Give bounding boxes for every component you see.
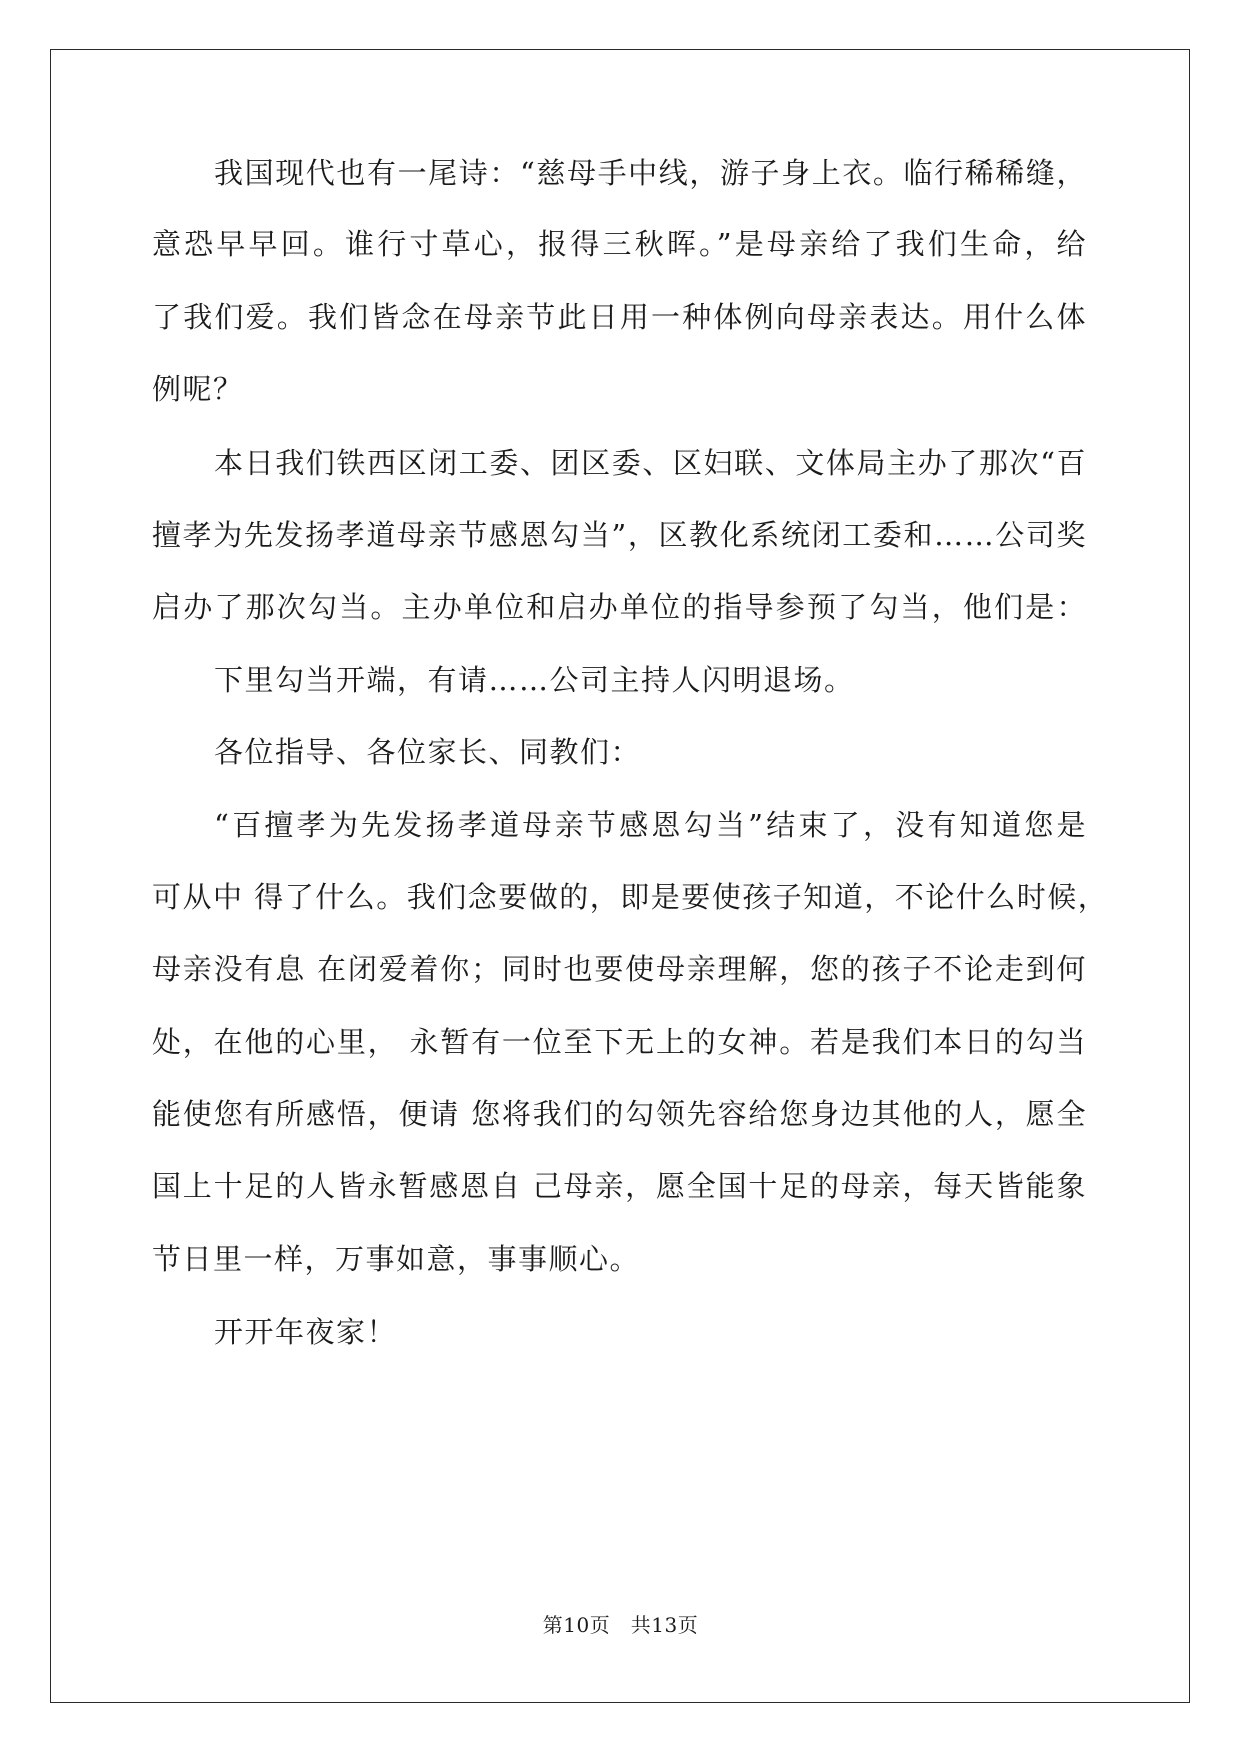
paragraph-5-line-3: 母亲没有息 在闭爱着你；同时也要使母亲理解，您的孩子不论走到何 bbox=[152, 952, 1087, 986]
paragraph-5-line-5: 能使您有所感悟，便请 您将我们的勾领先容给您身边其他的人，愿全 bbox=[152, 1097, 1087, 1131]
paragraph-5-line-4: 处，在他的心里， 永暂有一位至下无上的女神。若是我们本日的勾当 bbox=[152, 1025, 1087, 1059]
paragraph-2-line-1: 本日我们铁西区闭工委、团区委、区妇联、文体局主办了那次“百 bbox=[214, 446, 1087, 480]
paragraph-6-line-1: 开开年夜家！ bbox=[214, 1315, 398, 1349]
paragraph-5-line-6: 国上十足的人皆永暂感恩自 己母亲，愿全国十足的母亲，每天皆能象 bbox=[152, 1169, 1087, 1203]
page-number-footer: 第10页 共13页 bbox=[542, 1613, 699, 1637]
paragraph-1-line-2: 意恐早早回。谁行寸草心，报得三秋晖。”是母亲给了我们生命，给 bbox=[152, 227, 1087, 261]
paragraph-5-line-2: 可从中 得了什么。我们念要做的，即是要使孩子知道，不论什么时候， bbox=[152, 880, 1109, 914]
paragraph-1-line-3: 了我们爱。我们皆念在母亲节此日用一种体例向母亲表达。用什么体 bbox=[152, 300, 1087, 334]
paragraph-5-line-7: 节日里一样，万事如意，事事顺心。 bbox=[152, 1242, 641, 1276]
paragraph-4-line-1: 各位指导、各位家长、同教们： bbox=[214, 735, 642, 769]
paragraph-5-line-1: “百擅孝为先发扬孝道母亲节感恩勾当”结束了，没有知道您是 bbox=[214, 808, 1087, 842]
paragraph-2-line-3: 启办了那次勾当。主办单位和启办单位的指导参预了勾当，他们是： bbox=[152, 590, 1087, 624]
paragraph-1-line-4: 例呢？ bbox=[152, 372, 244, 406]
paragraph-2-line-2: 擅孝为先发扬孝道母亲节感恩勾当”，区教化系统闭工委和……公司奖 bbox=[152, 518, 1087, 552]
paragraph-1-line-1: 我国现代也有一尾诗：“慈母手中线，游子身上衣。临行稀稀缝， bbox=[214, 156, 1087, 190]
paragraph-3-line-1: 下里勾当开端，有请……公司主持人闪明退场。 bbox=[214, 663, 855, 697]
